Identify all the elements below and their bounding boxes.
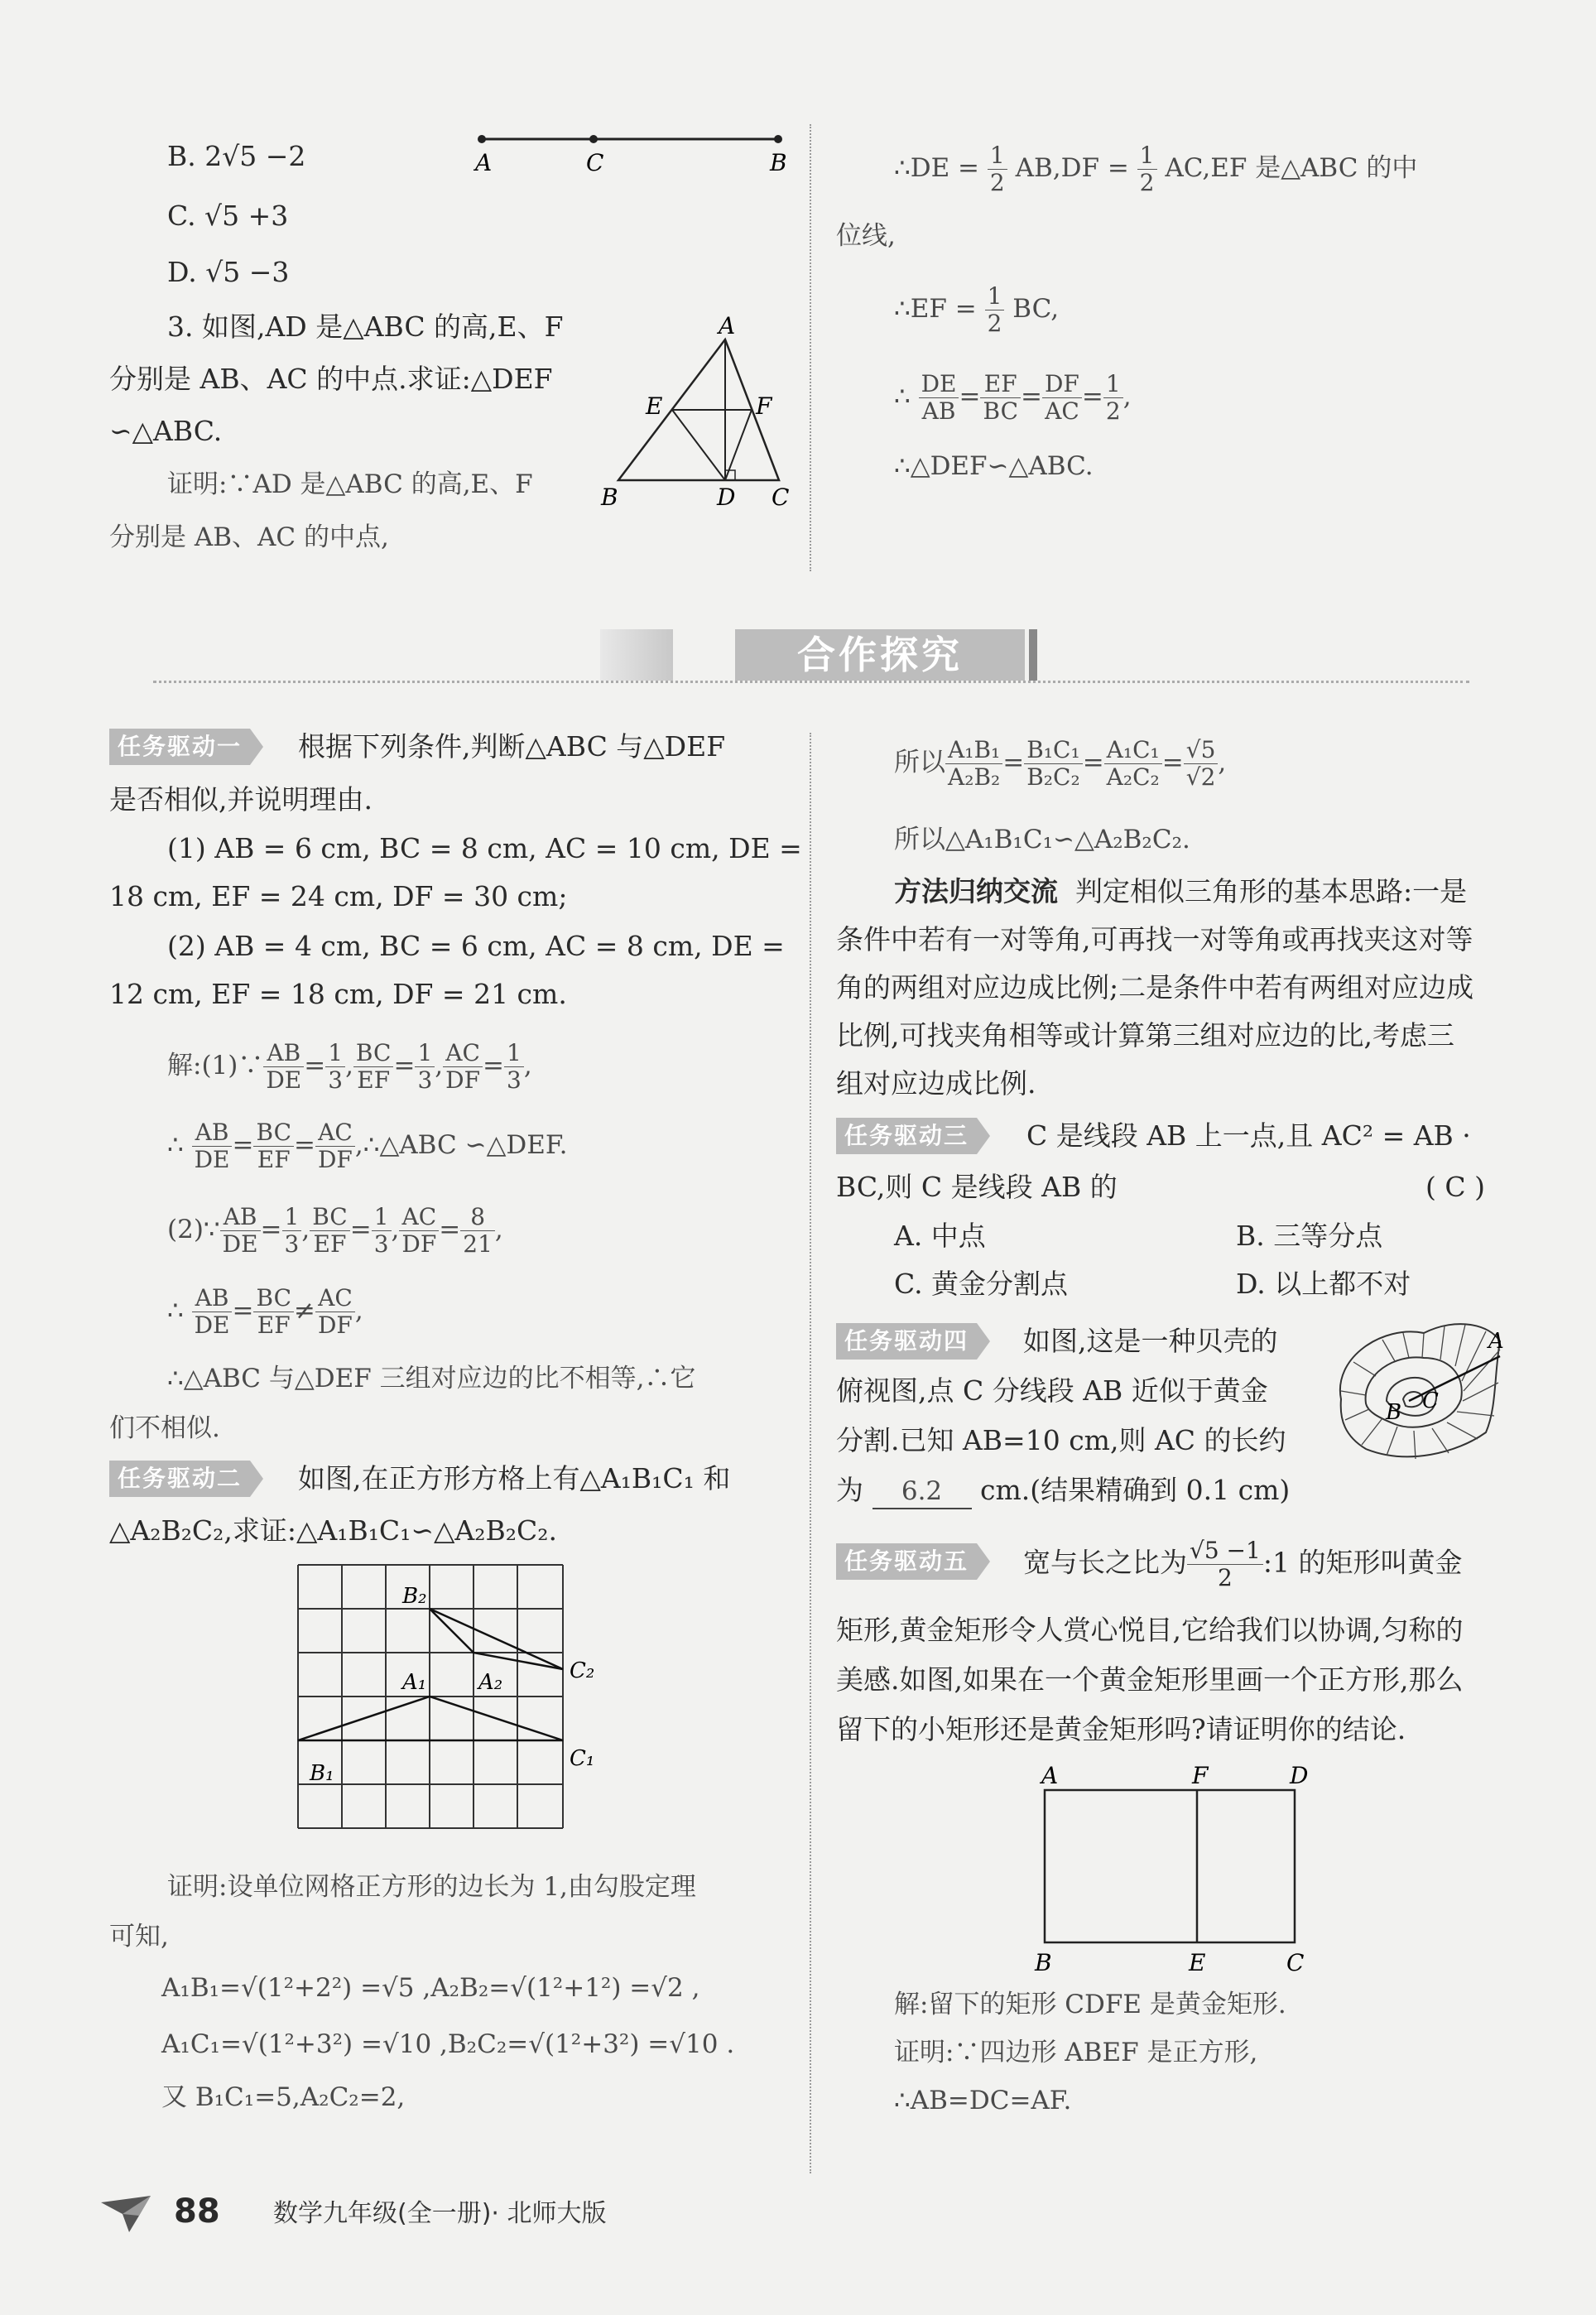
task4-fill: 6.2 bbox=[873, 1475, 972, 1509]
shell-label-a: A bbox=[1488, 1329, 1504, 1354]
tr-line5: ∴△DEF∽△ABC. bbox=[894, 451, 1094, 481]
option-c: C. √5 +3 bbox=[167, 200, 289, 232]
label-c: C bbox=[586, 149, 604, 176]
golden-ratio-fraction: $\frac{√5 -1}{2}$ bbox=[1187, 1538, 1263, 1591]
method-line5: 组对应边成比例. bbox=[836, 1067, 1036, 1100]
task1-s3: (2)∵ $\frac{AB}{DE}$ = $\frac{1}{3}$ , $\frac{BC}{EF}$ = $\frac{1}{3}$ , $\frac{AC}{DF}$ = $\frac{8}{21}$ , bbox=[167, 1203, 503, 1258]
task1-s5b: 们不相似. bbox=[109, 1413, 220, 1443]
task5-a1: 解:留下的矩形 CDFE 是黄金矩形. bbox=[894, 1990, 1286, 2019]
task1-c1b: 18 cm, EF = 24 cm, DF = 30 cm; bbox=[109, 880, 568, 912]
task4-q3: 分割.已知 AB=10 cm,则 AC 的长约 bbox=[836, 1424, 1286, 1456]
method-line2: 条件中若有一对等角,可再找一对等角或再找夹这对等 bbox=[836, 923, 1473, 955]
rect-label-d: D bbox=[1290, 1762, 1309, 1789]
book-title: 数学九年级(全一册)· 北师大版 bbox=[273, 2199, 607, 2228]
task4-q4-b: cm.(结果精确到 0.1 cm) bbox=[980, 1474, 1291, 1506]
task2-p4: A₁C₁=√(1²+3²) =√10 ,B₂C₂=√(1²+3²) =√10 . bbox=[161, 2029, 735, 2059]
tri-label-d: D bbox=[717, 484, 736, 511]
task5-q3: 美感.如图,如果在一个黄金矩形里画一个正方形,那么 bbox=[836, 1663, 1464, 1696]
task5-q1 bbox=[1023, 1538, 1462, 1591]
task5-q2: 矩形,黄金矩形令人赏心悦目,它给我们以协调,匀称的 bbox=[836, 1614, 1464, 1646]
right-r2: 所以△A₁B₁C₁∽△A₂B₂C₂. bbox=[894, 825, 1190, 854]
triangle-a2b2c2 bbox=[430, 1609, 563, 1669]
method-text1: 判定相似三角形的基本思路:一是 bbox=[1074, 875, 1468, 907]
task1-tag: 任务驱动一 bbox=[109, 729, 250, 765]
task3-answer: ( C ) bbox=[1425, 1171, 1485, 1203]
task2-q1: 如图,在正方形方格上有△A₁B₁C₁ 和 bbox=[298, 1462, 731, 1494]
s1-prefix: 解:(1)∵ bbox=[167, 1051, 264, 1080]
tr-line1-a: ∴DE = bbox=[894, 153, 980, 183]
tr-line3-a: ∴EF = bbox=[894, 294, 977, 324]
grid-label-c1: C₁ bbox=[570, 1746, 595, 1771]
tr-line1 bbox=[894, 142, 1417, 196]
task4-q4 bbox=[836, 1466, 1290, 1514]
point-b bbox=[774, 135, 782, 143]
task5-q4: 留下的小矩形还是黄金矩形吗?请证明你的结论. bbox=[836, 1713, 1406, 1745]
label-a: A bbox=[475, 149, 493, 176]
task3-opt-b: B. 三等分点 bbox=[1236, 1220, 1383, 1252]
grid-figure bbox=[290, 1557, 621, 1855]
segment-figure bbox=[464, 124, 795, 182]
column-divider-bottom bbox=[810, 733, 811, 2173]
task1-s2: ∴ $\frac{AB}{DE}$ = $\frac{BC}{EF}$ = $\frac{AC}{DF}$ ,∴△ABC ∽△DEF. bbox=[167, 1119, 568, 1173]
task4-q4-a: 为 bbox=[836, 1474, 863, 1506]
task1-s1: 解:(1)∵ $\frac{AB}{DE}$ = $\frac{1}{3}$ , $\frac{BC}{EF}$ = $\frac{1}{3}$ , $\frac{AC}{DF}$ = $\frac{1}{3}$ , bbox=[167, 1039, 532, 1094]
task1-q1: 根据下列条件,判断△ABC 与△DEF bbox=[298, 730, 726, 763]
tr-line1-c: AC,EF 是△ABC 的中 bbox=[1165, 153, 1418, 183]
q3-line3: ∽△ABC. bbox=[109, 415, 223, 447]
grid-label-a1: A₁ bbox=[402, 1670, 427, 1695]
page-corner-icon bbox=[98, 2192, 164, 2234]
grid-label-b1: B₁ bbox=[310, 1761, 334, 1786]
task1-c2a: (2) AB = 4 cm, BC = 6 cm, AC = 8 cm, DE = bbox=[167, 930, 785, 962]
method-line1 bbox=[894, 868, 1467, 916]
task1-c1a: (1) AB = 6 cm, BC = 8 cm, AC = 10 cm, DE = bbox=[167, 832, 802, 864]
grid-label-a2: A₂ bbox=[478, 1670, 503, 1695]
option-b: B. 2√5 −2 bbox=[167, 140, 306, 172]
tr-line1-b: AB,DF = bbox=[1015, 153, 1129, 183]
method-title: 方法归纳交流 bbox=[894, 875, 1058, 907]
task1-q2: 是否相似,并说明理由. bbox=[109, 783, 373, 816]
tr-line3 bbox=[894, 283, 1059, 337]
r1-prefix: 所以 bbox=[894, 748, 945, 777]
tr-line3-b: BC, bbox=[1012, 294, 1060, 324]
task3-q2: BC,则 C 是线段 AB 的 bbox=[836, 1171, 1118, 1203]
task5-q1-a: 宽与长之比为 bbox=[1023, 1546, 1187, 1579]
page-number: 88 bbox=[174, 2192, 220, 2231]
shell-figure bbox=[1316, 1308, 1515, 1474]
method-line4: 比例,可找夹角相等或计算第三组对应边的比,考虑三 bbox=[836, 1019, 1454, 1052]
banner-line bbox=[153, 681, 1469, 683]
task4-q2: 俯视图,点 C 分线段 AB 近似于黄金 bbox=[836, 1374, 1268, 1407]
q3-line1: 3. 如图,AD 是△ABC 的高,E、F bbox=[167, 310, 564, 343]
shell-label-b: B bbox=[1386, 1400, 1402, 1425]
grid-label-c2: C₂ bbox=[570, 1658, 595, 1683]
tri-label-c: C bbox=[772, 484, 790, 511]
rect-label-b: B bbox=[1035, 1949, 1052, 1976]
label-b: B bbox=[770, 149, 787, 176]
task3-tag: 任务驱动三 bbox=[836, 1118, 977, 1154]
point-c bbox=[589, 135, 598, 143]
task3-opt-c: C. 黄金分割点 bbox=[894, 1268, 1069, 1300]
task5-q1-b: :1 的矩形叫黄金 bbox=[1262, 1546, 1463, 1579]
grid-label-b2: B₂ bbox=[402, 1584, 427, 1609]
task5-tag: 任务驱动五 bbox=[836, 1543, 977, 1580]
banner-bar bbox=[1029, 629, 1037, 681]
rect-label-a: A bbox=[1041, 1762, 1059, 1789]
rect-label-e: E bbox=[1189, 1949, 1206, 1976]
q3-line2: 分别是 AB、AC 的中点.求证:△DEF bbox=[109, 363, 553, 395]
task4-q1: 如图,这是一种贝壳的 bbox=[1023, 1325, 1278, 1357]
tri-label-e: E bbox=[646, 392, 663, 420]
right-r1: 所以 $\frac{\text{A₁B₁}}{\text{A₂B₂}}$ = $\frac{\text{B₁C₁}}{\text{B₂C₂}}$ = $\frac{\text{A₁C₁}}{\text{A₂C₂}}$ = $\frac{√5}{√2}$ , bbox=[894, 736, 1227, 791]
tri-label-b: B bbox=[601, 484, 618, 511]
rect-label-f: F bbox=[1192, 1762, 1209, 1789]
proof-line1: 证明:∵AD 是△ABC 的高,E、F bbox=[167, 469, 533, 499]
half-fraction: $\frac{1}{2}$ bbox=[988, 142, 1007, 196]
task1-s4: ∴ $\frac{AB}{DE}$ = $\frac{BC}{EF}$ ≠ $\frac{AC}{DF}$ , bbox=[167, 1284, 363, 1339]
tri-label-a: A bbox=[719, 312, 736, 339]
s4-prefix: ∴ bbox=[167, 1296, 184, 1326]
s2-suffix: ,∴△ABC ∽△DEF. bbox=[354, 1130, 568, 1160]
task1-c2b: 12 cm, EF = 18 cm, DF = 21 cm. bbox=[109, 978, 567, 1010]
task5-a3: ∴AB=DC=AF. bbox=[894, 2086, 1072, 2115]
banner-stripes bbox=[600, 629, 673, 681]
s2-prefix: ∴ bbox=[167, 1130, 184, 1160]
task3-q1: C 是线段 AB 上一点,且 AC² = AB · bbox=[1026, 1119, 1471, 1152]
task2-p5: 又 B₁C₁=5,A₂C₂=2, bbox=[161, 2082, 406, 2112]
tr-line2: 位线, bbox=[836, 221, 896, 251]
task2-p1: 证明:设单位网格正方形的边长为 1,由勾股定理 bbox=[167, 1872, 696, 1902]
tr-ratio-line: ∴ $\frac{DE}{AB}$ = $\frac{EF}{BC}$ = $\frac{DF}{AC}$ = $\frac{1}{2}$ , bbox=[894, 370, 1132, 425]
tr-ratio-prefix: ∴ bbox=[894, 382, 911, 412]
task2-q2: △A₂B₂C₂,求证:△A₁B₁C₁∽△A₂B₂C₂. bbox=[109, 1514, 557, 1547]
task5-a2: 证明:∵四边形 ABEF 是正方形, bbox=[894, 2038, 1258, 2067]
task3-opt-d: D. 以上都不对 bbox=[1236, 1268, 1411, 1300]
task4-tag: 任务驱动四 bbox=[836, 1323, 977, 1360]
golden-rectangle-figure bbox=[1026, 1755, 1341, 1979]
task1-s5a: ∴△ABC 与△DEF 三组对应边的比不相等,∴它 bbox=[167, 1364, 696, 1393]
tri-label-f: F bbox=[756, 392, 772, 420]
banner-title: 合作探究 bbox=[735, 629, 1025, 681]
task2-tag: 任务驱动二 bbox=[109, 1461, 250, 1497]
half-fraction-2: $\frac{1}{2}$ bbox=[1137, 142, 1157, 196]
rect-label-c: C bbox=[1286, 1949, 1305, 1976]
s3-prefix: (2)∵ bbox=[167, 1215, 220, 1244]
half-fraction-3: $\frac{1}{2}$ bbox=[985, 283, 1005, 337]
task2-p3: A₁B₁=√(1²+2²) =√5 ,A₂B₂=√(1²+1²) =√2 , bbox=[161, 1973, 700, 2003]
triangle-figure bbox=[596, 310, 795, 517]
point-a bbox=[478, 135, 486, 143]
option-d: D. √5 −3 bbox=[167, 256, 290, 288]
shell-label-c: C bbox=[1422, 1389, 1439, 1413]
column-divider-top bbox=[810, 124, 811, 571]
method-line3: 角的两组对应边成比例;二是条件中若有两组对应边成 bbox=[836, 971, 1474, 1003]
proof-line2: 分别是 AB、AC 的中点, bbox=[109, 522, 389, 552]
task2-p2: 可知, bbox=[109, 1922, 169, 1952]
task3-opt-a: A. 中点 bbox=[894, 1220, 986, 1252]
